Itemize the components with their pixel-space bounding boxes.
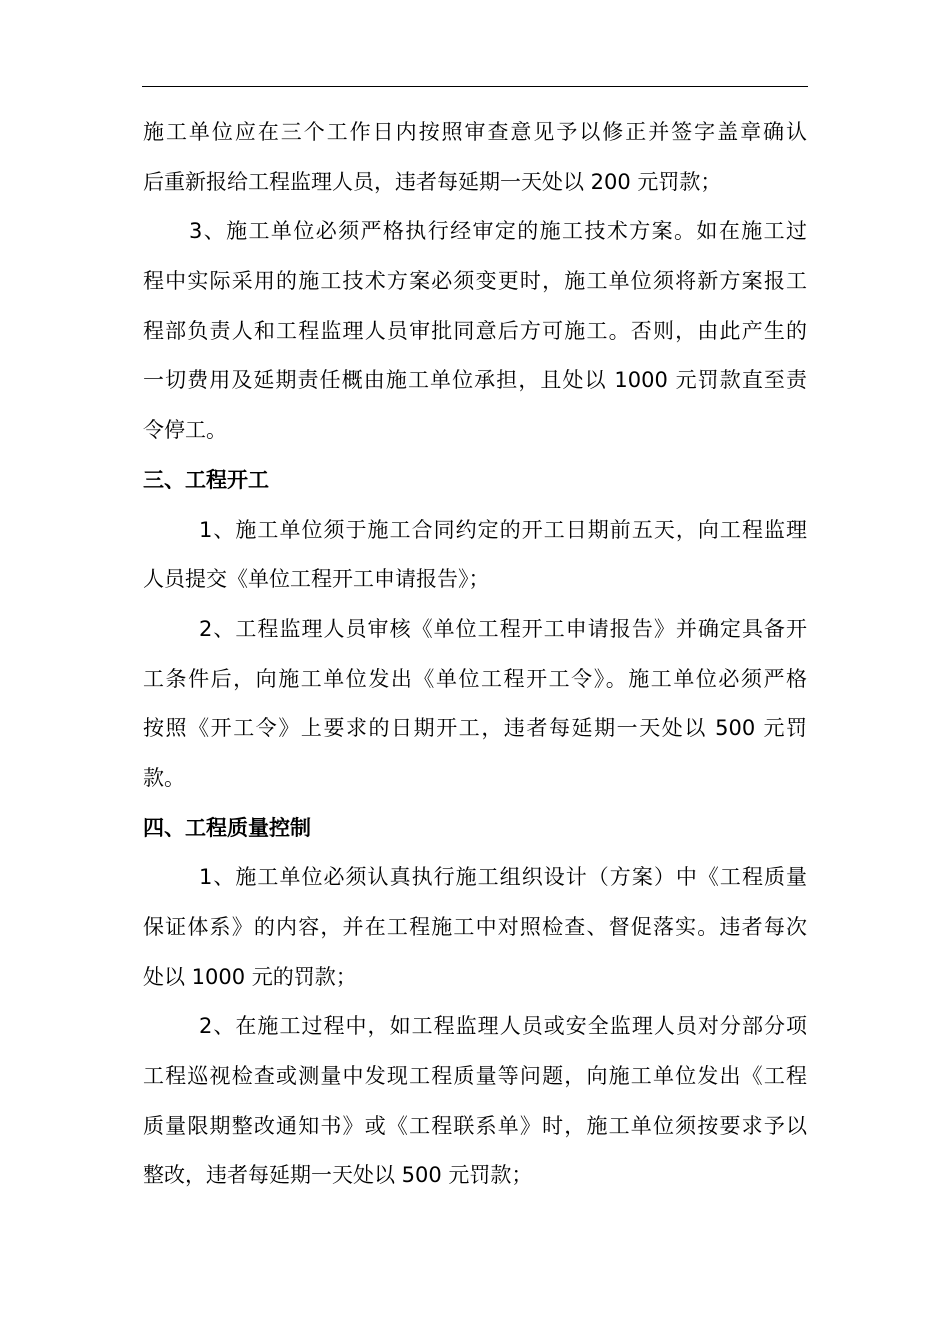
text-line: 质量限期整改通知书》或《工程联系单》时，施工单位须按要求予以 <box>143 1113 807 1138</box>
text-line: 一切费用及延期责任概由施工单位承担，且处以 1000 元罚款直至责 <box>143 368 807 393</box>
document-body <box>143 108 807 1201</box>
text-line: 令停工。 <box>143 418 227 443</box>
text-line: 2、在施工过程中，如工程监理人员或安全监理人员对分部分项 <box>199 1014 807 1039</box>
text-line: 款。 <box>143 765 185 790</box>
text-line: 1、施工单位须于施工合同约定的开工日期前五天，向工程监理 <box>199 517 807 542</box>
text-line: 3、施工单位必须严格执行经审定的施工技术方案。如在施工过 <box>189 219 807 244</box>
header-rule <box>142 86 808 87</box>
text-line: 工程巡视检查或测量中发现工程质量等问题，向施工单位发出《工程 <box>143 1064 807 1089</box>
text-line: 程部负责人和工程监理人员审批同意后方可施工。否则，由此产生的 <box>143 318 807 343</box>
text-line: 程中实际采用的施工技术方案必须变更时，施工单位须将新方案报工 <box>143 269 807 294</box>
text-line: 1、施工单位必须认真执行施工组织设计（方案）中《工程质量 <box>199 865 807 890</box>
text-line: 整改，违者每延期一天处以 500 元罚款； <box>143 1163 533 1188</box>
text-line: 2、工程监理人员审核《单位工程开工申请报告》并确定具备开 <box>199 616 807 641</box>
text-line: 后重新报给工程监理人员，违者每延期一天处以 200 元罚款； <box>143 169 722 194</box>
section-heading: 四、工程质量控制 <box>143 815 311 840</box>
text-line: 处以 1000 元的罚款； <box>143 964 357 989</box>
section-heading: 三、工程开工 <box>143 467 269 492</box>
text-line: 工条件后，向施工单位发出《单位工程开工令》。施工单位必须严格 <box>143 666 807 691</box>
text-line: 施工单位应在三个工作日内按照审查意见予以修正并签字盖章确认 <box>143 120 807 144</box>
text-line: 按照《开工令》上要求的日期开工，违者每延期一天处以 500 元罚 <box>143 716 807 741</box>
text-line: 人员提交《单位工程开工申请报告》； <box>143 567 490 592</box>
text-line: 保证体系》的内容，并在工程施工中对照检查、督促落实。违者每次 <box>143 915 807 939</box>
